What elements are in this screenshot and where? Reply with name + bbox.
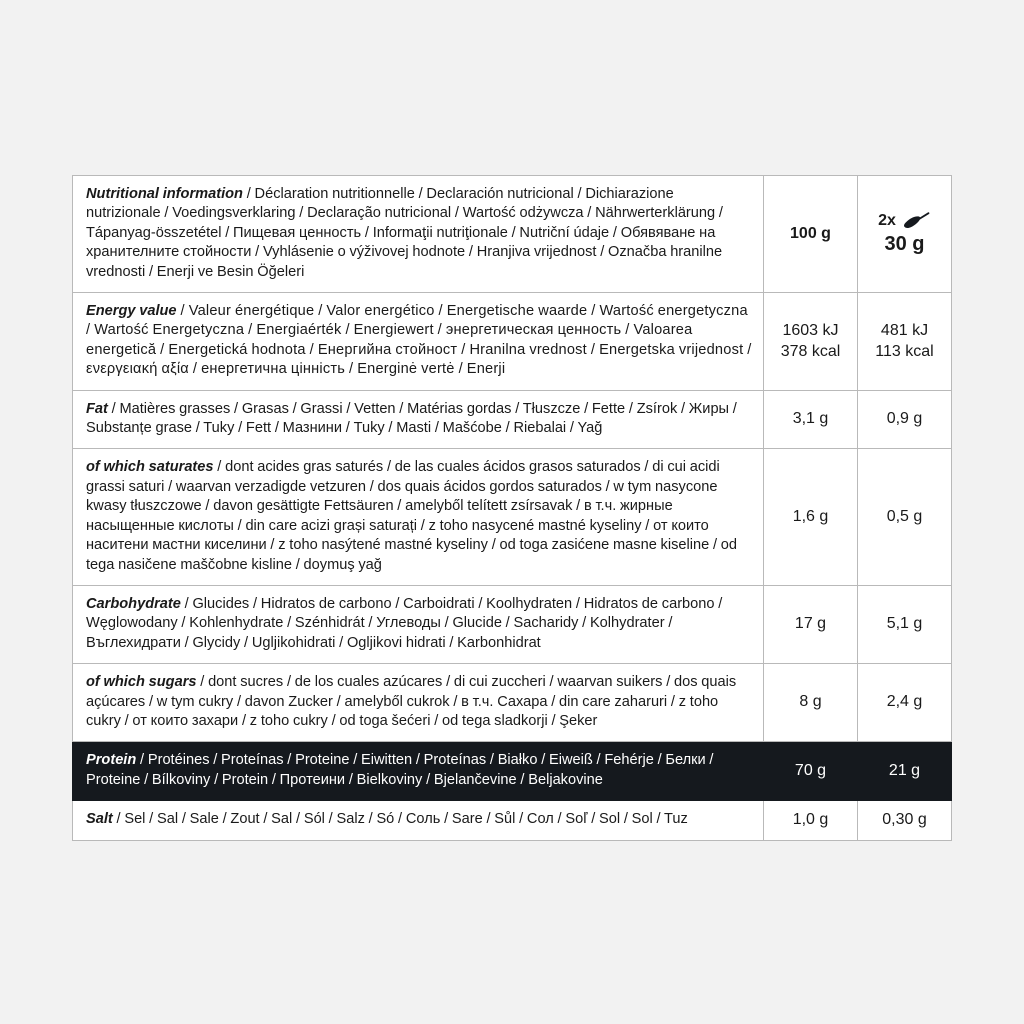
table-row-highlighted [73, 742, 952, 801]
row-translations: / Protéines / Proteínas / Proteine / Eiwitten / Proteínas / Białko / Eiweiß / Fehérje / Белки / Proteine / Bílkoviny / Protein / Протеини / Bielkoviny / Bjelančevine / Beljakovine [86, 752, 714, 788]
table-row [73, 664, 952, 742]
row-value-serving-of-which-sugars: 2,4 g [858, 664, 952, 742]
scoop-icon [901, 211, 931, 231]
row-value-100g-of-which-sugars: 8 g [764, 664, 858, 742]
row-translations: / Sel / Sal / Sale / Zout / Sal / Sól / Salz / Só / Соль / Sare / Sůl / Сол / Soľ / Sol / Sol / Tuz [112, 811, 688, 828]
table-row [73, 293, 952, 391]
row-value-serving-carbohydrate: 5,1 g [858, 585, 952, 663]
row-value-100g-carbohydrate: 17 g [764, 585, 858, 663]
row-value-100g-of-which-saturates: 1,6 g [764, 449, 858, 585]
table-row [73, 801, 952, 840]
header-col-serving [858, 176, 952, 293]
row-label-salt [73, 801, 764, 840]
row-label-fat [73, 390, 764, 449]
row-value-serving-protein: 21 g [858, 742, 952, 801]
row-term: Carbohydrate [86, 595, 181, 612]
nutrition-table [72, 175, 952, 841]
row-value-serving-fat: 0,9 g [858, 390, 952, 449]
row-value-serving-of-which-saturates: 0,5 g [858, 449, 952, 585]
table-row [73, 390, 952, 449]
header-title: Nutritional information [86, 186, 243, 202]
row-value-serving-energy-value: 481 kJ 113 kcal [858, 293, 952, 391]
row-label-protein [73, 742, 764, 801]
header-col-100g: 100 g [764, 176, 858, 293]
row-term: Fat [86, 400, 108, 417]
row-translations: / dont sucres / de los cuales azúcares / di cui zuccheri / waarvan suikers / dos quais açúcares / w tym cukry / davon Zucker / amelyből cukrok / в т.ч. Сахара / din care zaharuri / z toho cukry / от които захари / z toho cukry / od toga šećeri / od tega sladkorji / Şeker [86, 674, 737, 729]
row-value-100g-salt: 1,0 g [764, 801, 858, 840]
header-label [73, 176, 764, 293]
row-term: of which saturates [86, 459, 214, 476]
row-label-of-which-saturates [73, 449, 764, 585]
nutrition-table-container [72, 175, 952, 841]
row-translations: / Matières grasses / Grasas / Grassi / Vetten / Matérias gordas / Tłuszcze / Fette / Zsírok / Жиры / Substanțe grase / Tuky / Fett / Мазнини / Tuky / Masti / Mašćobe / Riebalai / Yağ [86, 400, 737, 437]
serving-multiplier: 2x [878, 211, 896, 229]
serving-multiplier-row [862, 211, 947, 232]
row-translations: / dont acides gras saturés / de las cuales ácidos grasos saturados / di cui acidi grassi saturi / waarvan verzadigde vetzuren / dos quais ácidos gordos saturados / w tym nasycone kwasy tłuszczowe / davon gesättigte Fettsäuren / amelyből telített zsírsavak / в т.ч. жирные насыщенные кислоты / din care acizi grași saturați / z toho nasycené mastné kyseliny / от които наситени мастни киселини / z toho nasýtené mastné kyseliny / od toga zasićene masne kiseline / od tega nasičene maščobne kisline / doymuş yağ [86, 459, 738, 573]
row-value-100g-energy-value: 1603 kJ 378 kcal [764, 293, 858, 391]
header-languages: / Déclaration nutritionnelle / Declaración nutricional / Dichiarazione nutrizionale / Voedingsverklaring / Declaração nutricional / Wartość odżywcza / Nährwerterklärung / Tápanyag-összetétel / Пищевая ценность / Informaţii nutriţionale / Nutriční údaje / Обявяване на хранителните стойности / Vyhlásenie o výživovej hodnote / Hranjiva vrijednost / Označba hranilne vrednosti / Enerji ve Besin Öğeleri [86, 186, 723, 280]
row-label-energy-value [73, 293, 764, 391]
row-term: of which sugars [86, 674, 197, 691]
row-translations: / Valeur énergétique / Valor energético / Energetische waarde / Wartość energetyczna / Wartość Energetyczna / Energiaérték / Energiewert / энергетическая ценность / Valoarea energetică / Energetická hodnota / Енергийна стойност / Hranilna vrednost / Energetska vrijednost / ενεργειακή αξία / енергетична цінність / Energinė vertė / Enerji [86, 303, 752, 378]
row-translations: / Glucides / Hidratos de carbono / Carboidrati / Koolhydraten / Hidratos de carbono / Węglowodany / Kohlenhydrate / Szénhidrát / Углеводы / Glucide / Sacharidy / Kolhydrater / Въглехидрати / Glycidy / Ugljikohidrati / Ogljikovi hidrati / Karbonhidrat [86, 595, 723, 651]
row-value-100g-fat: 3,1 g [764, 390, 858, 449]
row-term: Energy value [86, 303, 177, 320]
row-value-100g-protein: 70 g [764, 742, 858, 801]
serving-amount: 30 g [884, 233, 925, 256]
row-term: Protein [86, 752, 137, 769]
row-value-serving-salt: 0,30 g [858, 801, 952, 840]
table-header-row [73, 176, 952, 293]
row-label-of-which-sugars [73, 664, 764, 742]
row-label-carbohydrate [73, 585, 764, 663]
row-term: Salt [86, 811, 113, 828]
table-row [73, 585, 952, 663]
table-row [73, 449, 952, 585]
